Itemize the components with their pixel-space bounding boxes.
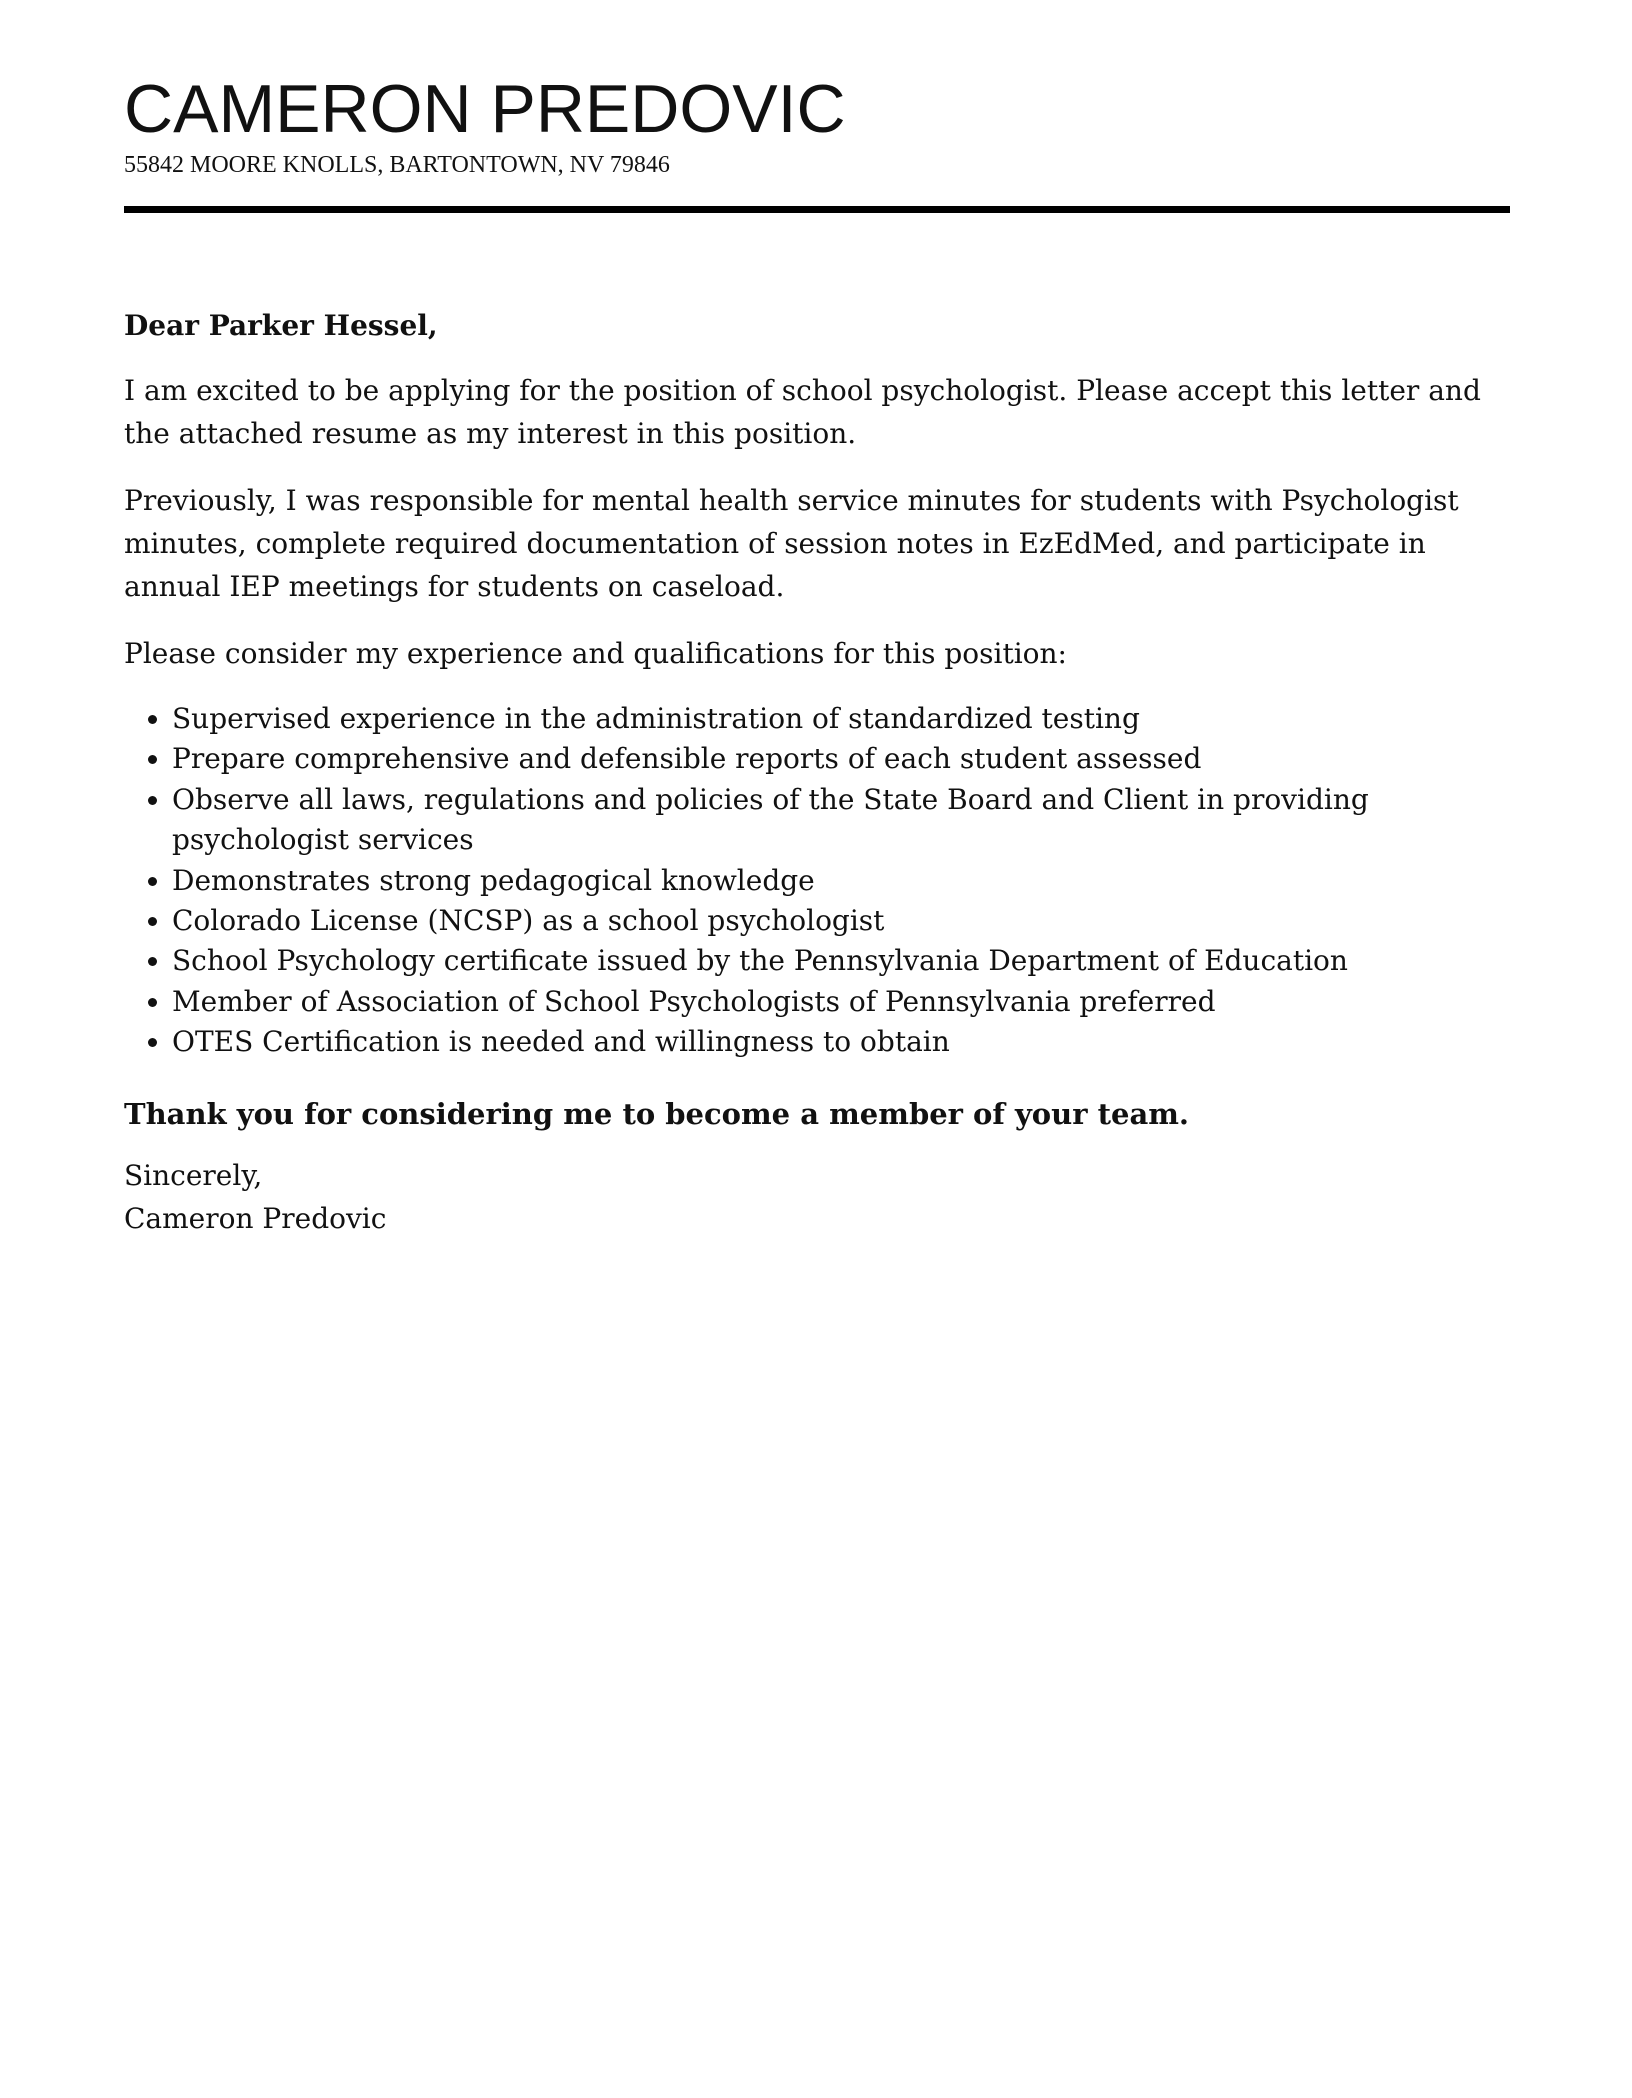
applicant-address: 55842 MOORE KNOLLS, BARTONTOWN, NV 79846 (124, 152, 670, 178)
list-item: • OTES Certification is needed and willingness to obtain (172, 1022, 1510, 1062)
list-item: • Observe all laws, regulations and policies of the State Board and Client in providing psychologist services (172, 780, 1510, 861)
qualifications-list (124, 699, 1510, 1063)
closing: Sincerely, (124, 1158, 263, 1192)
letter-body (124, 304, 1510, 1240)
list-item: • Colorado License (NCSP) as a school psychologist (172, 901, 1510, 941)
header-divider (124, 206, 1510, 213)
applicant-name: CAMERON PREDOVIC (124, 71, 846, 147)
salutation: Dear Parker Hessel, (124, 309, 438, 342)
thank-you-line: Thank you for considering me to become a member of your team. (124, 1096, 1190, 1131)
experience-paragraph: Previously, I was responsible for mental health service minutes for students with Psychologist minutes, complete required documentation of session notes in EzEdMed, and participate in annual IEP meetings for students on caseload. (124, 484, 1459, 603)
list-item: • Prepare comprehensive and defensible reports of each student assessed (172, 739, 1510, 779)
intro-paragraph: I am excited to be applying for the position of school psychologist. Please accept this letter and the attached resume as my interest in this position. (124, 374, 1481, 450)
list-item: • School Psychology certificate issued by the Pennsylvania Department of Education (172, 941, 1510, 981)
qualifications-intro: Please consider my experience and qualifications for this position: (124, 637, 1067, 670)
list-item: • Member of Association of School Psychologists of Pennsylvania preferred (172, 982, 1510, 1022)
list-item: • Demonstrates strong pedagogical knowledge (172, 861, 1510, 901)
list-item: • Supervised experience in the administration of standardized testing (172, 699, 1510, 739)
signature-name: Cameron Predovic (124, 1201, 387, 1235)
